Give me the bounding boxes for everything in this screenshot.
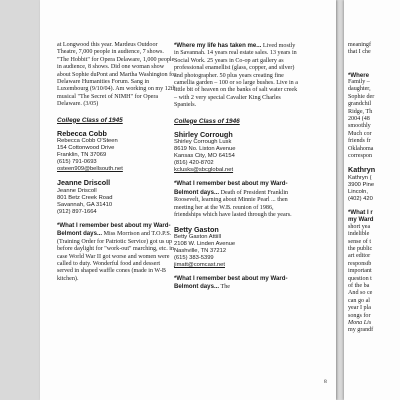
alumna-name: Jeanne Driscoll <box>57 178 111 188</box>
phone-line: (615) 383-5399 <box>174 254 214 261</box>
address-line: Kansas City, MO 64154 <box>174 153 235 160</box>
alumna-name: Shirley Corrough <box>174 130 233 140</box>
address-line: Nashville, TN 37212 <box>174 247 227 254</box>
alumna-entry <box>57 179 177 215</box>
memory-paragraph <box>57 222 177 283</box>
text-line: indelible <box>348 231 370 238</box>
memory-label: *What I remember best about my Ward-Belmont days... <box>174 180 288 196</box>
address-line: 2108 W. Linden Avenue <box>174 240 236 247</box>
text-line: *What I r <box>348 208 373 216</box>
memory-paragraph <box>174 180 298 219</box>
text-line: Much cor <box>348 130 372 137</box>
text-line: grandchil <box>348 101 372 108</box>
text-line <box>348 57 400 64</box>
address-line: Franklin, TN 37069 <box>57 152 107 159</box>
address-line: Lincoln, <box>348 188 368 195</box>
address-line: Kathryn ( <box>348 174 372 181</box>
address-line: 801 Betz Creek Road <box>57 194 113 201</box>
text-line: *Where <box>348 71 369 79</box>
alumna-entry <box>57 130 177 173</box>
text-line: short yea <box>348 223 371 230</box>
address-line: Rebecca Cobb O'Steen <box>57 138 118 145</box>
adjacent-page <box>344 0 400 400</box>
text-line: 2004 (48 <box>348 116 370 123</box>
document-page <box>40 0 336 400</box>
email-link[interactable]: kclusks@sbcglobal.net <box>174 167 234 174</box>
phone-line: (615) 791-0693 <box>57 159 97 166</box>
class-heading-1945: College Class of 1945 <box>57 116 123 124</box>
text-line: that I che <box>348 49 371 56</box>
life-text: Lived mostly in Savannah. 14 years real estate sales. 13 years in Social Work. 25 years in Co-op art gallery as professional enamellist (glass, copper, and silver) and photographer. 50 plus years creating fine camellia garden – 100 or so large bushes. Live in a little bit of heaven on the banks of salt water creek – with 2 very special Cavalier King Charles Spaniels. <box>174 43 298 109</box>
text-line: Oklahoma <box>348 145 374 152</box>
alumna-name: Betty Gaston <box>174 224 219 234</box>
life-paragraph <box>174 42 298 110</box>
alumna-entry <box>174 226 298 269</box>
address-line: 8619 No. Liston Avenue <box>174 146 236 153</box>
text-line: art editor <box>348 253 371 260</box>
memory-label: *What I remember best about my Ward-Belmont days... <box>174 274 288 291</box>
text-line: meaningf <box>348 42 372 48</box>
address-line: 154 Cottonwood Drive <box>57 145 115 152</box>
alumna-name: Kathryn <box>348 165 376 175</box>
life-label: *Where my life has taken me... <box>174 42 262 49</box>
email-link[interactable]: osteen909@bellsouth.net <box>57 166 123 173</box>
alumna-name: Rebecca Cobb <box>57 129 107 139</box>
column-right-partial <box>348 42 400 335</box>
text-line: Sophie der <box>348 93 375 100</box>
memory-text: Death of President Franklin Roosevelt, learning about Minnie Pearl ... then meeting her at the W.B. reunion of 1986, friendships which have lasted through the years. <box>174 189 292 219</box>
text-line: the public <box>348 245 373 252</box>
text-line: my grandf <box>348 327 374 334</box>
text-line: question t <box>348 275 372 282</box>
address-line: Betty Gaston Attiill <box>174 233 222 240</box>
text-line: can go al <box>348 297 370 304</box>
text-line: friends fr <box>348 138 371 145</box>
phone-line: (816) 420-8702 <box>174 160 214 167</box>
text-line: important <box>348 268 372 275</box>
column-middle <box>174 42 298 292</box>
address-line: Savannah, GA 31410 <box>57 201 113 208</box>
page-number: 8 <box>324 379 327 385</box>
text-line: my Ward <box>348 216 374 224</box>
text-line <box>348 64 400 71</box>
memory-paragraph <box>174 275 298 292</box>
address-line: Shirley Corrough Lusk <box>174 139 232 146</box>
text-line: Family – <box>348 79 370 85</box>
class-heading-1946: College Class of 1946 <box>174 117 240 125</box>
intro-paragraph: at Longwood this year. Mardeus Outdoor Theatre, 7,000 people in audience, 7 shows. "The Hobbit" for Opera Delaware, 1,000 people in audience, 8 shows. Did one woman show about Sophie duPont and Martha Washington for Delaware Humanities Forum. Sang in Luxembourg (9/10/04). Am working on my 12th musical "The Secret of NIMH" for Opera Delaware. (3/05) <box>57 42 177 108</box>
address-line: 3900 Pine <box>348 181 375 188</box>
column-left <box>57 42 177 283</box>
text-line: correspon <box>348 153 373 160</box>
text-line: Ridge, Th <box>348 108 373 115</box>
memory-text: Miss Morrison and T.O.P.S. (Training Order for Patriotic Service) got us up before daylight for "work-out" marching, etc. in case World War II got worse and women were called to duty. Wonderful food and dessert served in shaped waffle cones (made in W-B kitchen). <box>57 231 174 282</box>
email-link[interactable]: jimatt@comcast.net <box>174 261 225 268</box>
text-line: songs for <box>348 312 371 319</box>
text-line: daughter, <box>348 86 371 93</box>
alumna-entry <box>174 131 298 174</box>
text-line: Mona Lis <box>348 319 372 326</box>
phone-line: (912) 897-1664 <box>57 208 97 215</box>
text-line: of the ba <box>348 282 370 289</box>
memory-label: *What I remember best about my Ward-Belmont days... <box>57 221 171 238</box>
memory-text: The <box>220 284 230 291</box>
text-line: sense of t <box>348 238 372 245</box>
address-line: Jeanne Driscoll <box>57 187 97 194</box>
text-line: And so ce <box>348 290 373 297</box>
text-line: responsib <box>348 260 372 267</box>
phone-line: (402) 420 <box>348 195 373 202</box>
text-line: smoothly <box>348 123 371 130</box>
text-line: year I pla <box>348 305 372 312</box>
